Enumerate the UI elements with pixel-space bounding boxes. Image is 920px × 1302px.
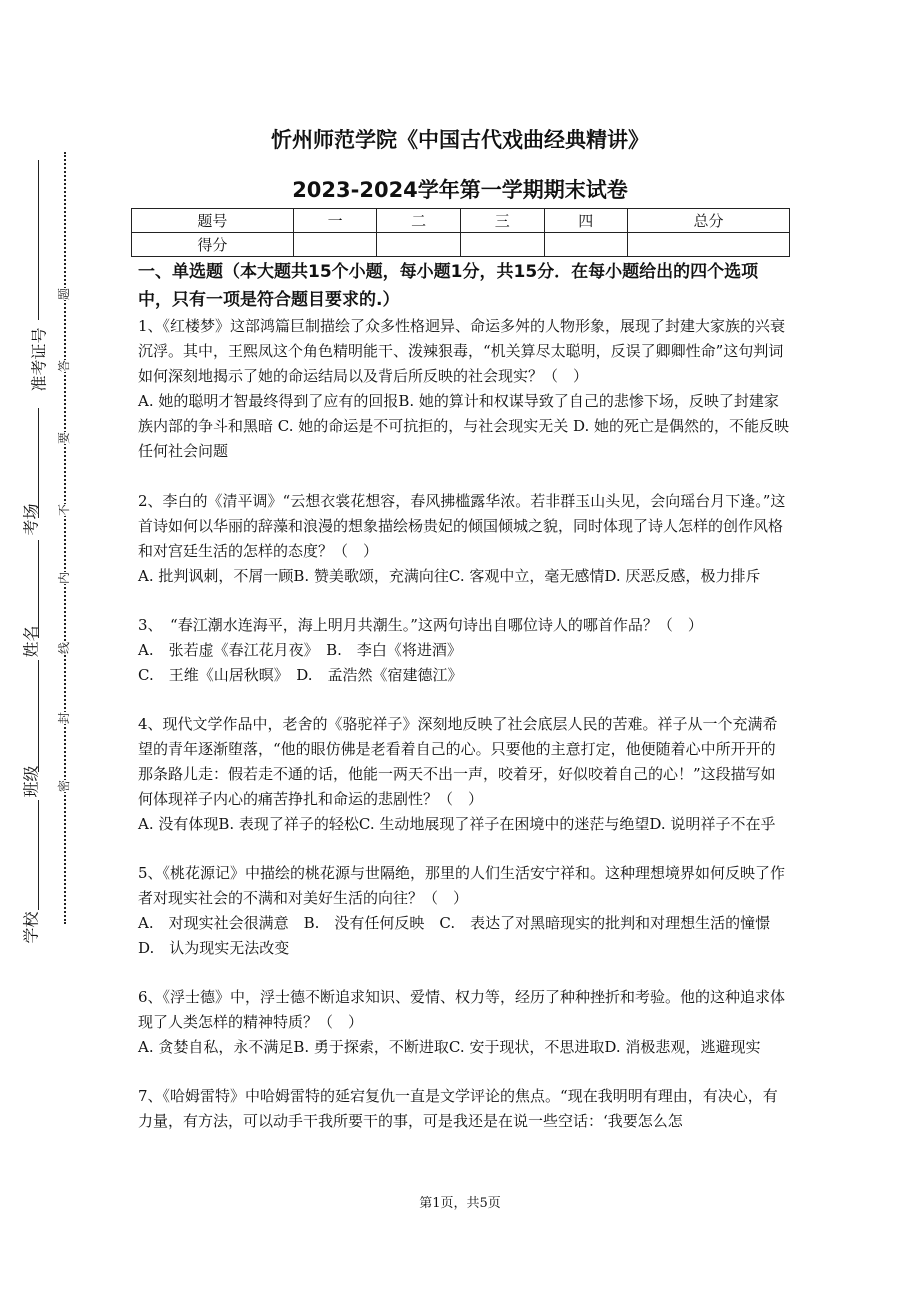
exam-title: 忻州师范学院《中国古代戏曲经典精讲》 <box>271 128 649 152</box>
question-stem: 5、《桃花源记》中描绘的桃花源与世隔绝，那里的人们生活安宁祥和。这种理想境界如何反映了作者对现实社会的不满和对美好生活的向往？（ ） <box>138 864 786 907</box>
seal-char: 密 <box>57 779 72 793</box>
class-label: 班级 <box>21 765 41 798</box>
score-table-header-row <box>132 209 790 233</box>
id-number-label: 准考证号 <box>29 327 49 392</box>
score-cell[interactable] <box>544 233 628 257</box>
question <box>138 613 790 688</box>
question-options: A. 批判讽刺，不屑一顾B. 赞美歌颂，充满向往C. 客观中立，毫无感情D. 厌恶反感，极力排斥 <box>138 567 761 585</box>
score-table-header-cell: 四 <box>544 209 628 233</box>
score-table-header-cell: 总分 <box>628 209 790 233</box>
question-options: A. 没有体现B. 表现了祥子的轻松C. 生动地展现了祥子在困境中的迷茫与绝望D. 说明祥子不在乎 <box>138 815 776 833</box>
score-table <box>131 208 790 257</box>
score-cell[interactable] <box>293 233 377 257</box>
score-row-label: 得分 <box>132 233 294 257</box>
seal-char: 封 <box>57 711 72 725</box>
seal-char: 答 <box>57 359 72 373</box>
seal-char: 线 <box>57 641 72 655</box>
section-heading: 一、单选题（本大题共15个小题，每小题1分，共15分．在每小题给出的四个选项中，只有一项是符合题目要求的.） <box>138 262 759 310</box>
score-table-header-cell: 二 <box>377 209 461 233</box>
question-options: A. 张若虚《春江花月夜》 B. 李白《将进酒》 <box>138 641 462 659</box>
exam-subtitle: 2023-2024学年第一学期期末试卷 <box>292 178 628 202</box>
score-cell[interactable] <box>460 233 544 257</box>
exam-room-line[interactable] <box>38 408 39 518</box>
score-table-header-cell: 三 <box>460 209 544 233</box>
question-options: A. 她的聪明才智最终得到了应有的回报B. 她的算计和权谋导致了自己的悲惨下场，反映了封建家族内部的争斗和黑暗 C. 她的命运是不可抗拒的，与社会现实无关 D. 她的死亡是偶然的，不能反映任何社会问题 <box>138 392 790 460</box>
question-stem: 6、《浮士德》中，浮士德不断追求知识、爱情、权力等，经历了种种挫折和考验。他的这种追求体现了人类怎样的精神特质？（ ） <box>138 988 786 1031</box>
question <box>138 489 790 589</box>
exam-room-label: 考场 <box>21 503 41 536</box>
question <box>138 314 790 464</box>
question <box>138 861 790 961</box>
exam-content <box>138 258 790 1134</box>
school-label: 学校 <box>21 911 41 944</box>
question-stem: 7、《哈姆雷特》中哈姆雷特的延宕复仇一直是文学评论的焦点。“现在我明明有理由，有决心，有力量，有方法，可以动手干我所要干的事，可是我还是在说一些空话：‘我要怎么怎 <box>138 1087 778 1130</box>
question <box>138 712 790 837</box>
question-stem: 2、李白的《清平调》“云想衣裳花想容，春风拂槛露华浓。若非群玉山头见，会向瑶台月下逢。”这首诗如何以华丽的辞藻和浪漫的想象描绘杨贵妃的倾国倾城之貌，同时体现了诗人怎样的创作风格和对宫廷生活的怎样的态度？（ ） <box>138 492 786 560</box>
score-cell[interactable] <box>377 233 461 257</box>
seal-char: 内 <box>57 571 72 585</box>
page-footer: 第1页，共5页 <box>419 1196 501 1211</box>
question-stem: 3、 “春江潮水连海平，海上明月共潮生。”这两句诗出自哪位诗人的哪首作品？（ ） <box>138 616 703 634</box>
question-options: A. 贪婪自私，永不满足B. 勇于探索，不断进取C. 安于现状，不思进取D. 消极悲观，逃避现实 <box>138 1038 761 1056</box>
seal-char: 题 <box>57 287 72 301</box>
question-options: C. 王维《山居秋暝》 D. 孟浩然《宿建德江》 <box>138 666 463 684</box>
question-options: A. 对现实社会很满意 B. 没有任何反映 C. 表达了对黑暗现实的批判和对理想生活的憧憬 D. 认为现实无法改变 <box>138 914 786 957</box>
name-line[interactable] <box>38 540 39 638</box>
question-stem: 4、现代文学作品中，老舍的《骆驼祥子》深刻地反映了社会底层人民的苦难。祥子从一个充满希望的青年逐渐堕落，“他的眼仿佛是老看着自己的心。只要他的主意打定，他便随着心中所开开的那条路儿走：假若走不通的话，他能一两天不出一声，咬着牙，好似咬着自己的心！”这段描写如何体现祥子内心的痛苦挣扎和命运的悲剧性？（ ） <box>138 715 778 808</box>
score-table-header-cell: 一 <box>293 209 377 233</box>
score-cell[interactable] <box>628 233 790 257</box>
score-table-score-row <box>132 233 790 257</box>
school-line[interactable] <box>38 800 39 910</box>
class-line[interactable] <box>38 660 39 772</box>
score-table-header-cell: 题号 <box>132 209 294 233</box>
question <box>138 985 790 1060</box>
seal-dotted-line <box>64 152 66 924</box>
seal-char: 要 <box>57 431 72 445</box>
question <box>138 1084 790 1134</box>
question-stem: 1、《红楼梦》这部鸿篇巨制描绘了众多性格迥异、命运多舛的人物形象，展现了封建大家族的兴衰沉浮。其中，王熙凤这个角色精明能干、泼辣狠毒，“机关算尽太聪明，反误了卿卿性命”这句判词如何深刻地揭示了她的命运结局以及背后所反映的社会现实？（ ） <box>138 317 786 385</box>
name-label: 姓名 <box>21 625 41 658</box>
seal-char: 不 <box>57 503 72 517</box>
